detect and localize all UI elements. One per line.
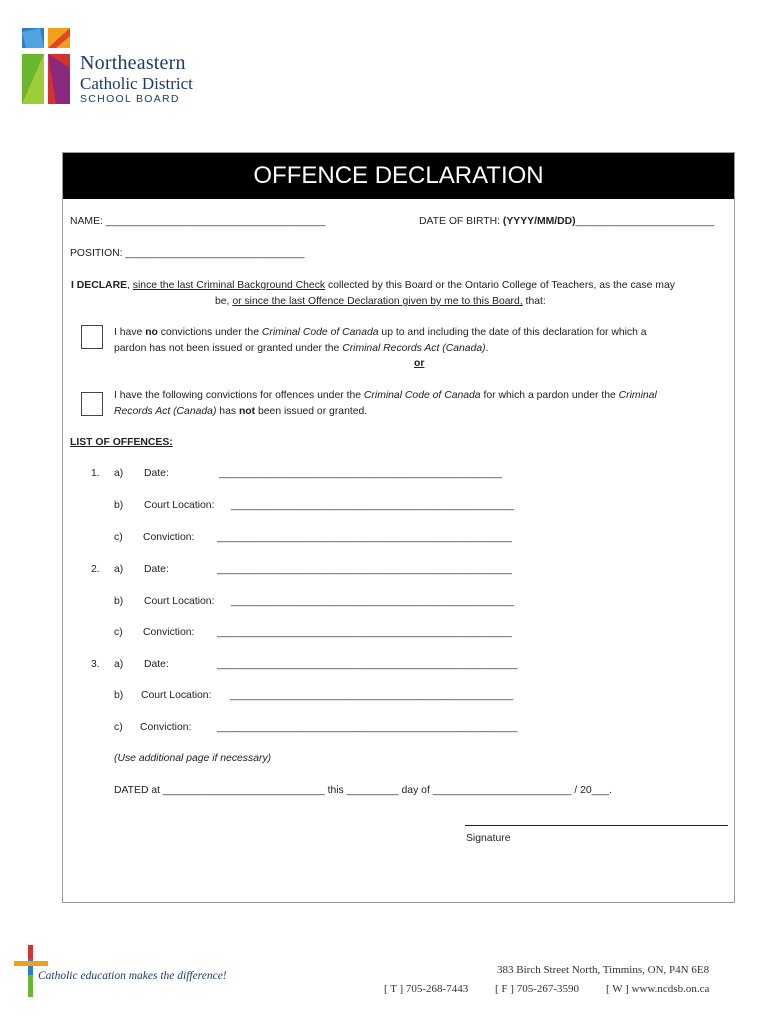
dob-label: DATE OF BIRTH:: [419, 216, 503, 227]
declare-underline2: or since the last Offence Declaration given by me to this Board,: [232, 296, 523, 307]
offence-court-field[interactable]: _________________________________________________: [231, 596, 515, 607]
offence-c-letter: c): [114, 627, 123, 638]
offence-date-field[interactable]: ___________________________________________________: [217, 564, 512, 575]
footer-address: 383 Birch Street North, Timmins, ON, P4N 6E8: [497, 964, 710, 976]
option2-line2: [114, 406, 367, 417]
offence-conviction-field[interactable]: ____________________________________________________: [217, 722, 518, 733]
offence-court-label: Court Location:: [144, 596, 215, 607]
dob-field[interactable]: [419, 216, 714, 227]
org-name-line2: Catholic District: [80, 74, 193, 93]
position-field[interactable]: POSITION: _______________________________: [70, 248, 305, 259]
option2-line1: [114, 390, 657, 401]
offence-court-field[interactable]: _________________________________________________: [230, 690, 514, 701]
has-convictions-checkbox[interactable]: [81, 392, 103, 416]
offence-b-letter: b): [114, 500, 124, 511]
offence-conviction-label: Conviction:: [143, 532, 195, 543]
declare-bold: I DECLARE: [71, 280, 127, 291]
opt1-text-g: Criminal Records Act (Canada): [342, 343, 486, 354]
opt2-text-g: not: [238, 406, 256, 417]
offence-date-field[interactable]: ____________________________________________________: [217, 659, 518, 670]
opt1-text-f: pardon has not been issued or granted under the: [114, 343, 343, 354]
footer-web[interactable]: [ W ] www.ncdsb.on.ca: [606, 983, 710, 995]
offence-a-letter: a): [114, 468, 124, 479]
declare-underline1: since the last Criminal Background Check: [132, 280, 326, 291]
opt2-text-h: been issued or granted.: [255, 406, 368, 417]
offence-conviction-label: Conviction:: [143, 627, 195, 638]
offence-b-letter: b): [114, 596, 124, 607]
name-field[interactable]: NAME: ______________________________________: [70, 216, 326, 227]
offence-number: 2.: [91, 564, 100, 575]
dated-field[interactable]: DATED at ____________________________ this _________ day of ________________________ / 20___.: [114, 785, 612, 796]
offence-conviction-field[interactable]: ___________________________________________________: [217, 532, 512, 543]
offence-a-letter: a): [114, 564, 124, 575]
offence-number: 1.: [91, 468, 100, 479]
form-title: OFFENCE DECLARATION: [63, 153, 734, 199]
footer-phone: [ T ] 705-268-7443: [384, 983, 469, 995]
opt2-text-b: Criminal Code of Canada: [363, 390, 481, 401]
org-name-line1: Northeastern: [80, 52, 186, 74]
offence-court-field[interactable]: _________________________________________________: [231, 500, 515, 511]
school-board-logo-icon: [22, 28, 74, 104]
offence-c-letter: c): [114, 722, 123, 733]
declare-end: that:: [522, 296, 546, 307]
opt1-text-e: up to and including the date of this declaration for which a: [378, 327, 647, 338]
opt2-text-c: for which a pardon under the: [480, 390, 619, 401]
offence-number: 3.: [91, 659, 100, 670]
opt1-text-c: convictions under the: [157, 327, 262, 338]
declare-mid1: collected by this Board or the Ontario College of Teachers, as the case may: [325, 280, 675, 291]
option1-line1: [114, 327, 647, 338]
declare-pre: ,: [127, 280, 133, 291]
offence-b-letter: b): [114, 690, 124, 701]
offence-date-label: Date:: [144, 564, 169, 575]
footer-tagline: Catholic education makes the difference!: [38, 970, 227, 982]
footer-fax: [ F ] 705-267-3590: [495, 983, 580, 995]
declare-line2: [215, 296, 546, 307]
opt1-text-b: no: [145, 327, 158, 338]
or-separator: or: [414, 358, 425, 369]
offence-court-label: Court Location:: [141, 690, 212, 701]
opt2-text-f: has: [216, 406, 239, 417]
offence-date-label: Date:: [144, 468, 169, 479]
option1-line2: [114, 343, 488, 354]
offence-conviction-label: Conviction:: [140, 722, 192, 733]
offence-a-letter: a): [114, 659, 124, 670]
additional-page-note: (Use additional page if necessary): [114, 753, 272, 764]
opt1-text-d: Criminal Code of Canada: [261, 327, 379, 338]
list-heading: LIST OF OFFENCES:: [70, 437, 173, 448]
signature-line[interactable]: [465, 825, 728, 826]
declare-line1: [71, 280, 675, 291]
offence-date-label: Date:: [144, 659, 169, 670]
no-convictions-checkbox[interactable]: [81, 325, 103, 349]
dob-blank: ________________________: [575, 216, 715, 227]
offence-conviction-field[interactable]: ___________________________________________________: [217, 627, 512, 638]
org-name-line3: SCHOOL BOARD: [80, 93, 180, 105]
opt2-text-a: I have the following convictions for offences under the: [114, 390, 364, 401]
opt1-text-a: I have: [114, 327, 146, 338]
opt2-text-d: Criminal: [618, 390, 657, 401]
dob-format: (YYYY/MM/DD): [502, 216, 576, 227]
signature-label: Signature: [466, 833, 511, 844]
declare-be: be,: [215, 296, 233, 307]
opt2-text-e: Records Act (Canada): [114, 406, 217, 417]
offence-date-field[interactable]: _________________________________________________: [219, 468, 503, 479]
offence-c-letter: c): [114, 532, 123, 543]
opt1-text-h: .: [485, 343, 489, 354]
offence-court-label: Court Location:: [144, 500, 215, 511]
